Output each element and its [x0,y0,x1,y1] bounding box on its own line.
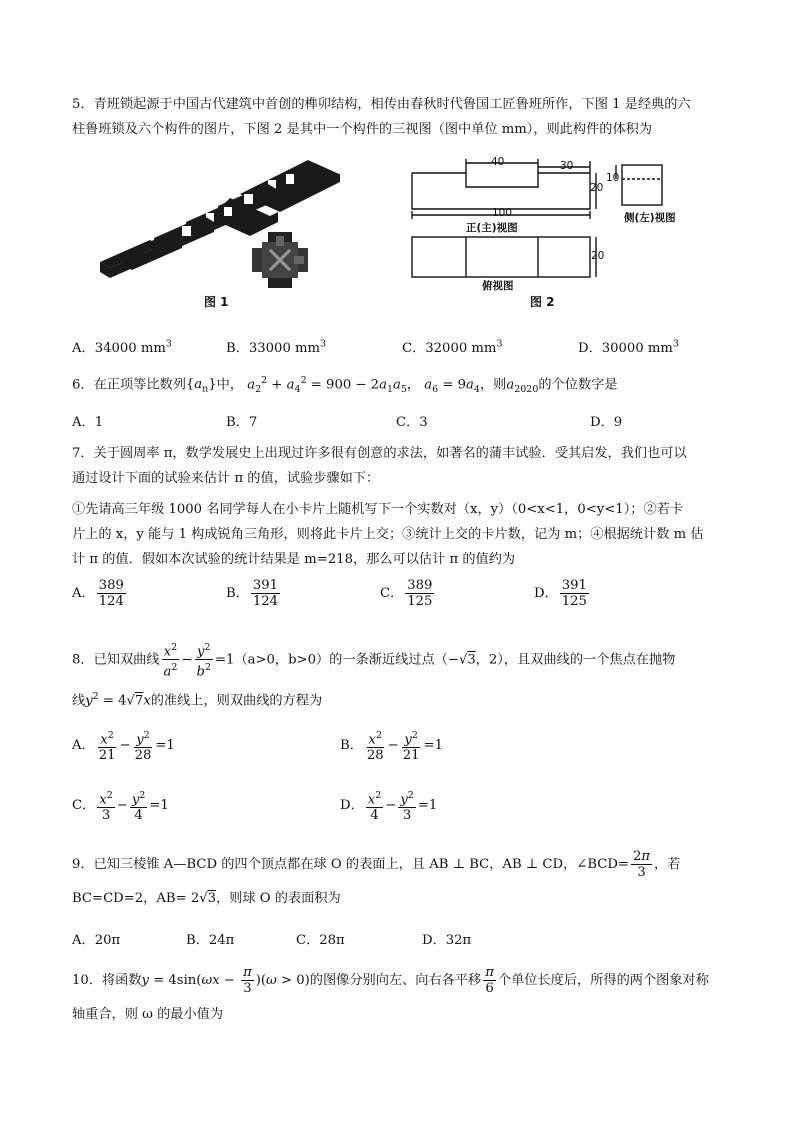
q5-stem [72,92,727,142]
figure-1-luban-lock [100,150,340,300]
dim-100: 100 [492,207,513,219]
q9-option-d[interactable]: D．32π [422,933,472,948]
q9-option-b[interactable]: B．24π [186,933,235,948]
front-view-label: 正(主)视图 [466,222,518,234]
q5-option-a[interactable]: A．34000 $mm^3$ [72,338,172,356]
q7-option-b[interactable]: B． $\frac{391}{124}$ [226,578,279,609]
q6-option-d[interactable]: D．9 [590,415,623,430]
q5-line2: 柱鲁班锁及六个构件的图片，下图 2 是其中一个构件的三视图（图中单位 mm），则此构件的体积为 [72,122,653,137]
side-view-label: 侧(左)视图 [624,212,676,224]
q5-line1: 5．青班锁起源于中国古代建筑中首创的榫卯结构，相传由春秋时代鲁国工匠鲁班所作，下图 1 是经典的六 [72,97,691,112]
q7-option-d[interactable]: D． $\frac{391}{125}$ [534,578,587,609]
top-view-label: 俯视图 [482,280,514,292]
dim-20-front: 20 [590,182,604,194]
q5-option-d[interactable]: D．30000 $mm^3$ [578,338,679,356]
q9-stem: 9．已知三棱锥 A—BCD 的四个顶点都在球 O 的表面上，且 AB ⊥ BC，AB ⊥ CD，∠BCD= $\frac{2\pi}{3}$ ，若 BC=CD=2，AB= 2√3，则球 O 的表面积为 [72,849,681,906]
dim-20-top: 20 [591,250,605,262]
q8-option-d[interactable]: D． $\frac{x^2}{4}$ − $\frac{y^2}{3}$ =1 [340,790,438,824]
q8-option-a[interactable]: A． $\frac{x^2}{21}$ − $\frac{y^2}{28}$ =1 [72,730,175,764]
q7-option-c[interactable]: C． $\frac{389}{125}$ [380,578,433,609]
q5-option-b[interactable]: B．33000 $mm^3$ [226,338,327,356]
q7-option-a[interactable]: A． $\frac{389}{124}$ [72,578,124,609]
q8-option-c[interactable]: C． $\frac{x^2}{3}$ − $\frac{y^2}{4}$ =1 [72,790,169,824]
q8-stem: 8．已知双曲线 $\frac{x^2}{a^2}$ − $\frac{y^2}{b^2}$ =1（a>0，b>0）的一条渐近线过点（−√3，2），且双曲线的一个焦点在抛物 线$y^2 = 4√7x$的准线上，则双曲线的方程为 [72,642,676,709]
dim-10: 10 [606,172,620,184]
q6-option-c[interactable]: C．3 [396,415,428,430]
q10-stem: 10．将函数y = 4sin(ωx − $\frac{\pi}{3}$ )(ω > 0)的图像分别向左、向右各平移 $\frac{\pi}{6}$ 个单位长度后，所得的两个图象对称 轴重合，则 ω 的最小值为 [72,965,709,1022]
q9-option-a[interactable]: A．20π [72,933,121,948]
q8-option-b[interactable]: B． $\frac{x^2}{28}$ − $\frac{y^2}{21}$ =1 [340,730,443,764]
figure-1-label: 图 1 [204,295,229,309]
q6-stem: 6．在正项等比数列$\{a_n\}$中， $a_2^2 + a_4^2 = 900 - 2a_1a_5$， $a_6 = 9a_4$，则$a_{2020}$的个位数字是 [72,375,618,396]
q6-option-a[interactable]: A．1 [72,415,104,430]
dim-30: 30 [560,160,574,172]
figure-2-three-views [400,155,690,295]
q6-option-b[interactable]: B．7 [226,415,258,430]
q9-option-c[interactable]: C．28π [296,933,345,948]
figure-2-label: 图 2 [530,295,555,309]
dim-40: 40 [491,156,505,168]
q5-option-c[interactable]: C．32000 $mm^3$ [402,338,503,356]
q7-stem: 7．关于圆周率 π，数学发展史上出现过许多很有创意的求法，如著名的蒲丰试验．受其启发，我们也可以 通过设计下面的试验来估计 π 的值，试验步骤如下： ①先请高三年级 1000 名同学每人在小卡片上随机写下一个实数对（x，y）（0<x<1，0<y<1）；②若卡 片上的 x，y 能与 1 构成锐角三角形，则将此卡片上交；③统计上交的卡片数，记为 m；④根据统计数 m 估 计 π 的值．假如本次试验的统计结果是 m=218，那么可以估计 π 的值约为 [72,446,704,567]
